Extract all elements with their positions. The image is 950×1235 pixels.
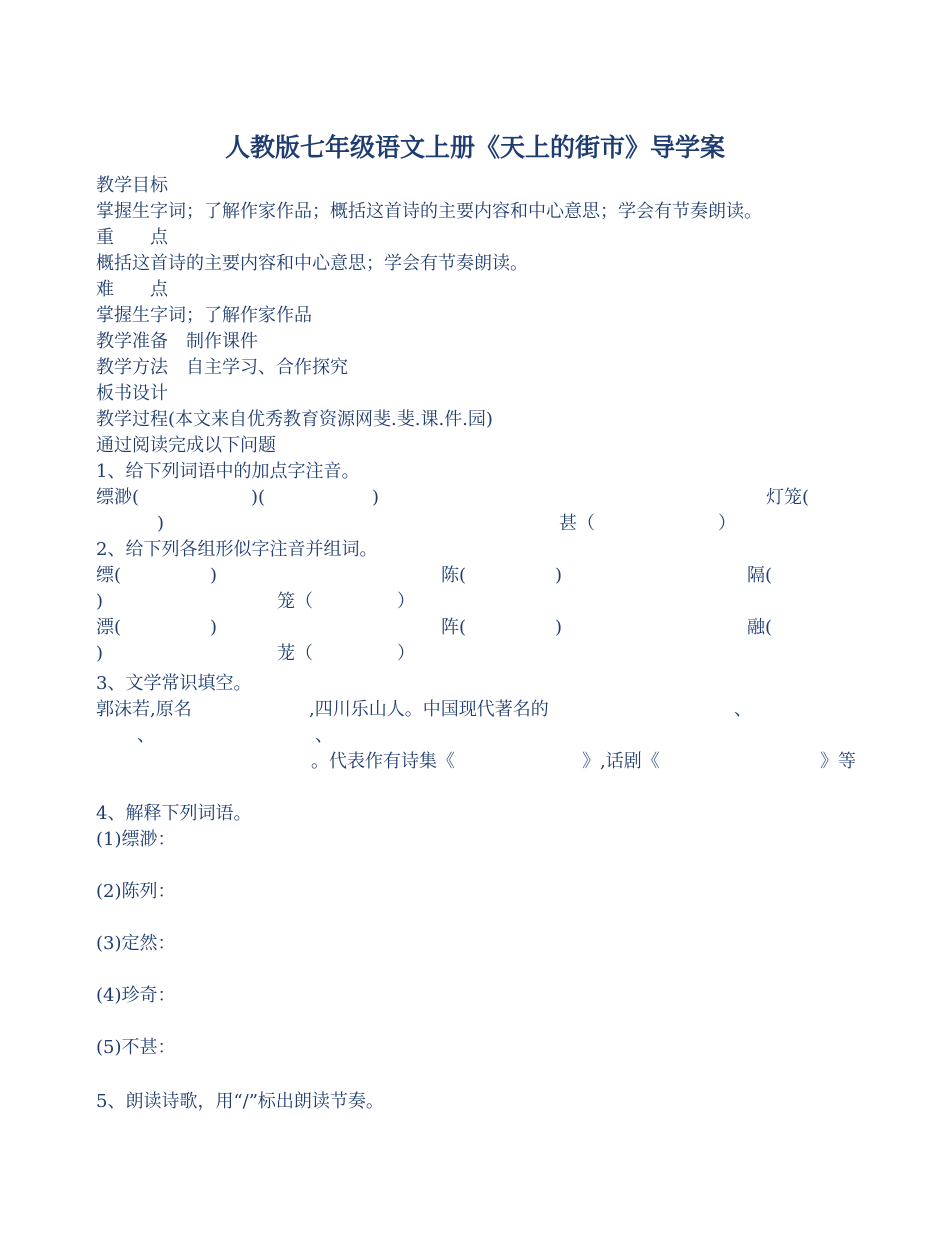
intro-line: 通过阅读完成以下问题 <box>96 435 276 456</box>
q3-comma-2: 、 <box>137 725 155 746</box>
q2-item-rong: 融( <box>747 617 773 638</box>
q2-item-zhen: 阵( <box>441 617 467 638</box>
q3-works-end: 》等 <box>820 751 856 772</box>
q1-item-piaomiao: 缥渺( <box>96 487 140 508</box>
q4-item-4: (4)珍奇： <box>96 985 176 1006</box>
question-2-title: 2、给下列各组形似字注音并组词。 <box>96 539 378 560</box>
question-3-title: 3、文学常识填空。 <box>96 673 252 694</box>
q4-item-2: (2)陈列： <box>96 881 176 902</box>
q2-ge-close: ) <box>96 591 104 612</box>
q3-comma-3: 、 <box>315 725 333 746</box>
q1-paren-close: ) <box>372 487 380 508</box>
q3-hometown: ,四川乐山人。中国现代著名的 <box>309 699 549 720</box>
question-1-title: 1、给下列词语中的加点字注音。 <box>96 461 360 482</box>
q2-item-long: 笼（ <box>277 591 313 612</box>
q2-chen-close: ) <box>555 565 563 586</box>
preparation-line: 教学准备 制作课件 <box>96 331 258 352</box>
q1-item-shen: 甚（ <box>559 513 595 534</box>
q1-paren-mid: )( <box>251 487 266 508</box>
q2-item-piao: 缥( <box>96 565 122 586</box>
key-points-heading: 重 点 <box>96 227 168 248</box>
q3-comma-1: 、 <box>734 699 752 720</box>
q1-item-denglong: 灯笼( <box>766 487 810 508</box>
page-title: 人教版七年级语文上册《天上的街市》导学案 <box>224 133 725 162</box>
question-5-title: 5、朗读诗歌，用“/”标出朗读节奏。 <box>96 1091 384 1112</box>
key-points-text: 概括这首诗的主要内容和中心意思；学会有节奏朗读。 <box>96 253 528 274</box>
difficulties-text: 掌握生字词；了解作家作品 <box>96 305 312 326</box>
q2-item-piao2: 漂( <box>96 617 122 638</box>
q1-shen-close: ） <box>718 513 736 534</box>
q4-item-5: (5)不甚： <box>96 1037 176 1058</box>
q1-denglong-close: ) <box>157 513 165 534</box>
q2-long2-close: ） <box>397 643 415 664</box>
board-design-heading: 板书设计 <box>96 383 168 404</box>
q2-zhen-close: ) <box>555 617 563 638</box>
difficulties-heading: 难 点 <box>96 279 168 300</box>
process-heading: 教学过程(本文来自优秀教育资源网斐.斐.课.件.园) <box>96 409 493 430</box>
q4-item-1: (1)缥渺： <box>96 829 176 850</box>
q3-works-plays: 》,话剧《 <box>582 751 660 772</box>
q4-item-3: (3)定然： <box>96 933 176 954</box>
q2-piao-close: ) <box>210 565 218 586</box>
q3-original-name: 郭沫若,原名 <box>96 699 192 720</box>
q2-item-long2: 茏（ <box>277 643 313 664</box>
q2-piao2-close: ) <box>210 617 218 638</box>
q2-rong-close: ) <box>96 643 104 664</box>
objectives-heading: 教学目标 <box>96 175 168 196</box>
q2-item-ge: 隔( <box>747 565 773 586</box>
q2-long-close: ） <box>397 591 415 612</box>
method-line: 教学方法 自主学习、合作探究 <box>96 357 348 378</box>
q2-item-chen: 陈( <box>441 565 467 586</box>
q3-works-poems: 。代表作有诗集《 <box>311 751 455 772</box>
question-4-title: 4、解释下列词语。 <box>96 803 252 824</box>
objectives-text: 掌握生字词；了解作家作品；概括这首诗的主要内容和中心意思；学会有节奏朗读。 <box>96 201 762 222</box>
